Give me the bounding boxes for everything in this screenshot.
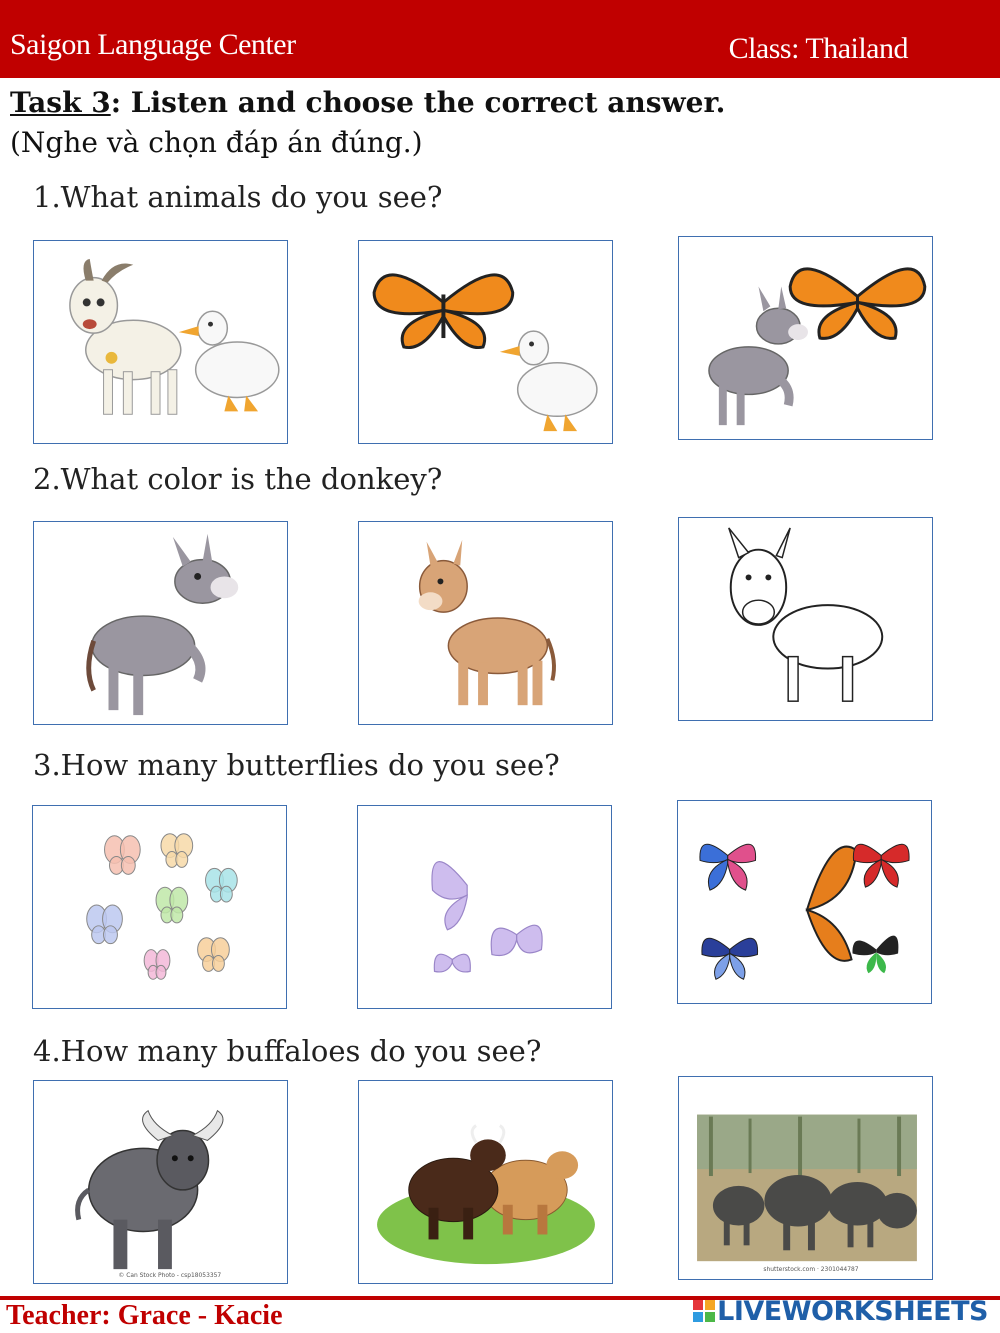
brown-donkey-image <box>359 522 612 724</box>
butterfly-and-duck-image <box>359 241 612 443</box>
q3-option-five-butterflies[interactable] <box>677 800 932 1004</box>
q2-option-brown-donkey[interactable] <box>358 521 613 725</box>
purple-butterflies-image <box>358 806 611 1008</box>
question-2: 2.What color is the donkey? <box>33 462 443 496</box>
q3-option-eight-butterflies[interactable] <box>32 805 287 1009</box>
buffalo-herd-photo <box>679 1077 932 1279</box>
one-buffalo-image <box>34 1081 287 1283</box>
q1-option-goat-duck[interactable] <box>33 240 288 444</box>
page-header <box>0 0 1000 78</box>
liveworksheets-icon <box>693 1300 715 1322</box>
liveworksheets-logo[interactable] <box>693 1296 988 1327</box>
q4-option-two-yaks[interactable] <box>358 1080 613 1284</box>
q2-option-outline-donkey[interactable] <box>678 517 933 721</box>
q1-option-donkey-butterfly[interactable] <box>678 236 933 440</box>
q3-option-three-butterflies[interactable] <box>357 805 612 1009</box>
task-number: Task 3 <box>10 86 111 119</box>
task-instruction: : Listen and choose the correct answer. <box>110 86 726 119</box>
task-translation: (Nghe và chọn đáp án đúng.) <box>10 126 423 159</box>
colorful-butterflies-image <box>678 801 931 1003</box>
brand-name: LIVEWORKSHEETS <box>717 1296 988 1327</box>
task-title <box>10 86 725 119</box>
herd-photo-caption: shutterstock.com · 2301044787 <box>763 1266 859 1274</box>
class-label: Class: Thailand <box>728 32 908 65</box>
q1-option-butterfly-duck[interactable] <box>358 240 613 444</box>
outline-donkey-image <box>679 518 932 720</box>
question-4: 4.How many buffaloes do you see? <box>33 1034 542 1068</box>
gray-donkey-image <box>34 522 287 724</box>
q4-option-buffalo-herd[interactable] <box>678 1076 933 1280</box>
donkey-and-butterfly-image <box>679 237 932 439</box>
two-yaks-image <box>359 1081 612 1283</box>
q4-option-one-buffalo[interactable] <box>33 1080 288 1284</box>
buffalo-image-caption: © Can Stock Photo - csp18053357 <box>118 1272 222 1280</box>
q2-option-gray-donkey[interactable] <box>33 521 288 725</box>
question-1: 1.What animals do you see? <box>33 180 443 214</box>
goat-and-duck-image <box>34 241 287 443</box>
pastel-butterflies-image <box>33 806 286 1008</box>
teacher-name: Teacher: Grace - Kacie <box>6 1300 283 1331</box>
question-3: 3.How many butterflies do you see? <box>33 748 560 782</box>
center-name: Saigon Language Center <box>10 28 296 61</box>
